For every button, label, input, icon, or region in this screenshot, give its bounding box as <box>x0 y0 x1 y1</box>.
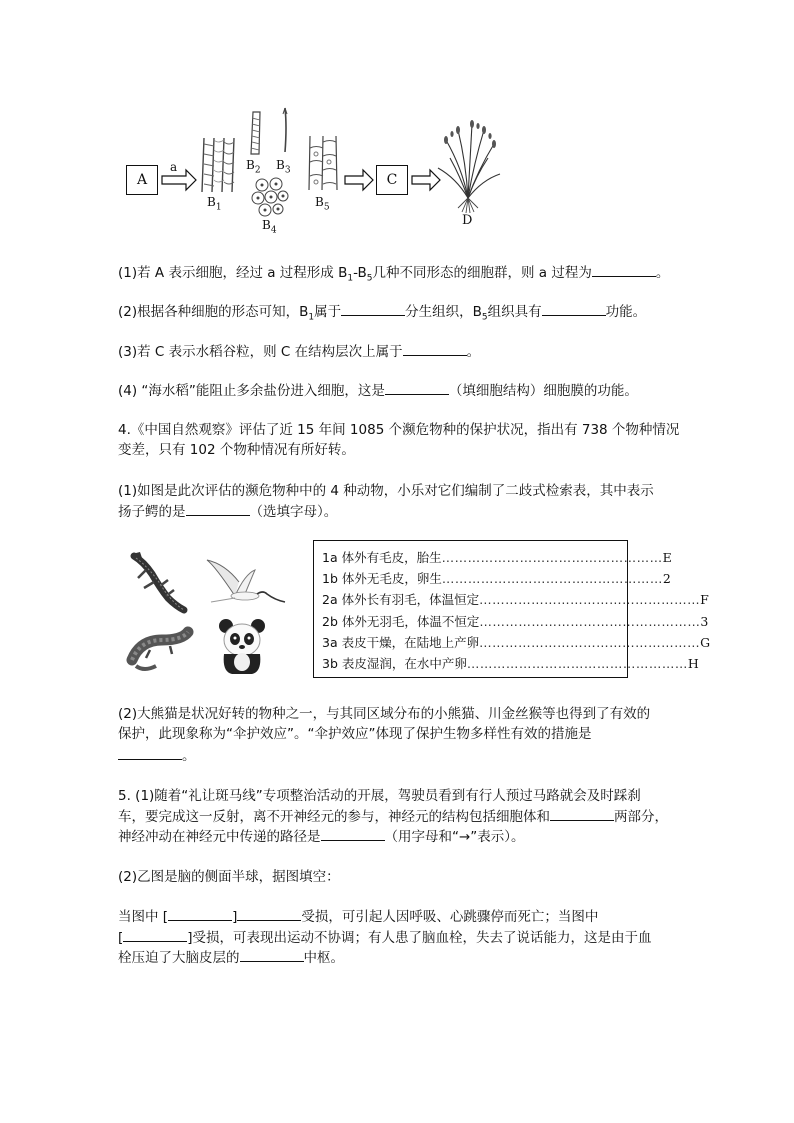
q4-part1-line2: 扬子鳄的是 （选填字母）。 <box>118 501 337 522</box>
crocodile-image <box>124 548 188 614</box>
ibis-image <box>205 556 289 604</box>
box-c-label: C <box>386 172 398 188</box>
q5-part3-line2: [ ]受损，可表现出运动不协调；有人患了脑血栓，失去了说话能力，这是由于血 <box>118 927 652 948</box>
q5-part3-line3: 栓压迫了大脑皮层的 中枢。 <box>118 947 344 968</box>
q4-intro-line1: 4.《中国自然观察》评估了近 15 年间 1085 个濒危物种的保护状况，指出有 738 个物种情况 <box>118 422 680 438</box>
key-row: 3b 表皮湿润，在水中产卵 …………………………………………… H <box>322 656 699 672</box>
answer-blank[interactable] <box>403 341 467 356</box>
q4-part2-line2: 保护，此现象称为“伞护效应”。“伞护效应”体现了保护生物多样性有效的措施是 <box>118 726 592 742</box>
arrow-a-label: a <box>170 160 178 174</box>
answer-blank[interactable] <box>385 380 449 395</box>
q5-part1-line2: 车，要完成这一反射，离不开神经元的参与，神经元的结构包括细胞体和 两部分， <box>118 806 668 827</box>
key-row: 2b 体外无羽毛，体温不恒定 …………………………………………… 3 <box>322 613 709 629</box>
answer-blank[interactable] <box>592 262 656 277</box>
q4-part2-line3: 。 <box>118 745 196 766</box>
arrow-a-icon <box>160 160 200 200</box>
q5-part2: (2)乙图是脑的侧面半球，据图填空： <box>118 869 340 885</box>
key-row: 2a 体外长有羽毛，体温恒定 …………………………………………… F <box>322 592 709 608</box>
q3-part1: (1)若 A 表示细胞，经过 a 过程形成 $B_1-B_5$几种不同形态的细胞群，则 a 过程为 。 <box>118 262 669 289</box>
q5-part1-line1: 5. (1)随着“礼让斑马线”专项整治活动的开展，驾驶员看到有行人预过马路就会及时踩刹 <box>118 788 641 804</box>
q3-part3: (3)若 C 表示水稻谷粒，则 C 在结构层次上属于 。 <box>118 341 480 362</box>
d-label: D <box>462 213 473 228</box>
answer-blank[interactable] <box>542 301 606 316</box>
answer-blank[interactable] <box>240 947 304 962</box>
rice-plant-image <box>432 118 504 214</box>
answer-blank[interactable] <box>118 745 182 760</box>
answer-blank[interactable] <box>168 906 232 921</box>
q5-part1-line3: 神经冲动在神经元中传递的路径是 （用字母和“→”表示）。 <box>118 826 525 847</box>
b1-cells-image <box>196 136 240 194</box>
box-a <box>126 165 158 195</box>
dichotomous-key-table <box>313 540 711 678</box>
key-row: 3a 表皮干燥，在陆地上产卵 …………………………………………… G <box>322 634 711 650</box>
q4-part2-line1: (2)大熊猫是状况好转的物种之一，与其同区域分布的小熊猫、川金丝猴等也得到了有效的 <box>118 706 651 722</box>
answer-blank[interactable] <box>341 301 405 316</box>
q4-part1-line1: (1)如图是此次评估的濒危物种中的 4 种动物，小乐对它们编制了二歧式检索表，其中表示 <box>118 483 654 499</box>
arrow-b-c-icon <box>343 160 377 200</box>
b5-cells-image <box>306 134 342 192</box>
b3-label: $B_3$ <box>276 158 291 176</box>
box-c <box>376 165 408 195</box>
b5-label: $B_5$ <box>315 195 330 213</box>
key-row: 1b 体外无毛皮，卵生 …………………………………………… 2 <box>322 571 671 587</box>
b1-label: $B_1$ <box>207 195 222 213</box>
b4-label: $B_4$ <box>262 218 277 236</box>
answer-blank[interactable] <box>550 806 614 821</box>
b3-cell-image <box>278 106 292 154</box>
q3-part4: (4) “海水稻”能阻止多余盐份进入细胞，这是 （填细胞结构）细胞膜的功能。 <box>118 380 638 401</box>
answer-blank[interactable] <box>321 826 385 841</box>
key-row: 1a 体外有毛皮，胎生 …………………………………………… E <box>322 550 672 565</box>
panda-image <box>216 616 268 676</box>
box-a-label: A <box>136 172 148 188</box>
q5-part3-line1: 当图中 [ ] 受损，可引起人因呼吸、心跳骤停而死亡；当图中 <box>118 906 598 927</box>
answer-blank[interactable] <box>123 927 187 942</box>
b4-cells-image <box>250 176 290 218</box>
q3-part2: (2)根据各种细胞的形态可知，$B_1$属于 分生组织，$B_5$组织具有 功能。 <box>118 301 646 328</box>
b2-label: $B_2$ <box>246 158 261 176</box>
q4-intro-line2: 变差，只有 102 个物种情况有所好转。 <box>118 442 355 458</box>
b2-cell-image <box>246 110 266 156</box>
answer-blank[interactable] <box>237 906 301 921</box>
salamander-image <box>126 626 192 676</box>
answer-blank[interactable] <box>186 501 250 516</box>
